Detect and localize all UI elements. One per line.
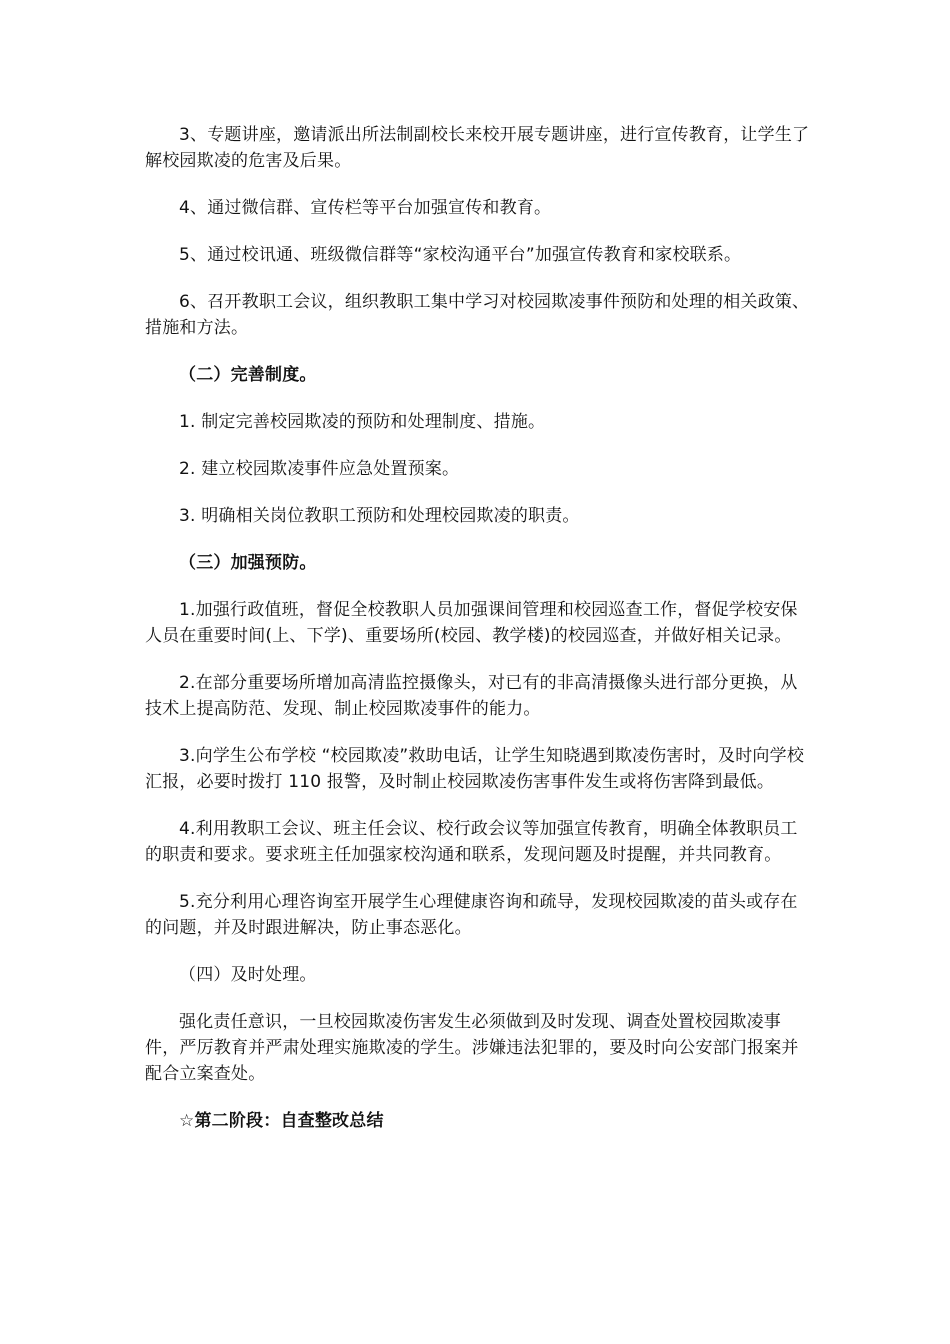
document-page [145,122,810,1134]
paragraph-staff-meeting: 6、召开教职工会议，组织教职工集中学习对校园欺凌事件预防和处理的相关政策、措施和方法。 [145,292,810,338]
stage-two-heading: ☆第二阶段：自查整改总结 [179,1111,384,1131]
paragraph-wechat: 4、通过微信群、宣传栏等平台加强宣传和教育。 [179,198,552,218]
paragraph-system-2: 2. 建立校园欺凌事件应急处置预案。 [179,459,460,479]
section-heading-system: （二）完善制度。 [179,365,317,385]
paragraph-home-school: 5、通过校讯通、班级微信群等“家校沟通平台”加强宣传教育和家校联系。 [179,245,742,265]
paragraph-handling: 强化责任意识，一旦校园欺凌伤害发生必须做到及时发现、调查处置校园欺凌事件，严厉教育并严肃处理实施欺凌的学生。涉嫌违法犯罪的，要及时向公安部门报案并配合立案查处。 [145,1012,799,1084]
paragraph-prevention-2: 2.在部分重要场所增加高清监控摄像头，对已有的非高清摄像头进行部分更换，从技术上提高防范、发现、制止校园欺凌事件的能力。 [145,673,798,719]
paragraph-prevention-3: 3.向学生公布学校 “校园欺凌”救助电话，让学生知晓遇到欺凌伤害时，及时向学校汇报，必要时拨打 110 报警，及时制止校园欺凌伤害事件发生或将伤害降到最低。 [145,746,805,792]
paragraph-prevention-5: 5.充分利用心理咨询室开展学生心理健康咨询和疏导，发现校园欺凌的苗头或存在的问题，并及时跟进解决，防止事态恶化。 [145,892,798,938]
section-heading-prevention: （三）加强预防。 [179,553,317,573]
paragraph-system-1: 1. 制定完善校园欺凌的预防和处理制度、措施。 [179,412,546,432]
paragraph-lecture: 3、专题讲座，邀请派出所法制副校长来校开展专题讲座，进行宣传教育，让学生了解校园欺凌的危害及后果。 [145,125,810,171]
paragraph-system-3: 3. 明确相关岗位教职工预防和处理校园欺凌的职责。 [179,506,580,526]
paragraph-prevention-4: 4.利用教职工会议、班主任会议、校行政会议等加强宣传教育，明确全体教职员工的职责和要求。要求班主任加强家校沟通和联系，发现问题及时提醒，并共同教育。 [145,819,798,865]
section-heading-handling: （四）及时处理。 [179,965,317,985]
paragraph-prevention-1: 1.加强行政值班，督促全校教职人员加强课间管理和校园巡查工作，督促学校安保人员在重要时间(上、下学)、重要场所(校园、教学楼)的校园巡查，并做好相关记录。 [145,600,798,646]
